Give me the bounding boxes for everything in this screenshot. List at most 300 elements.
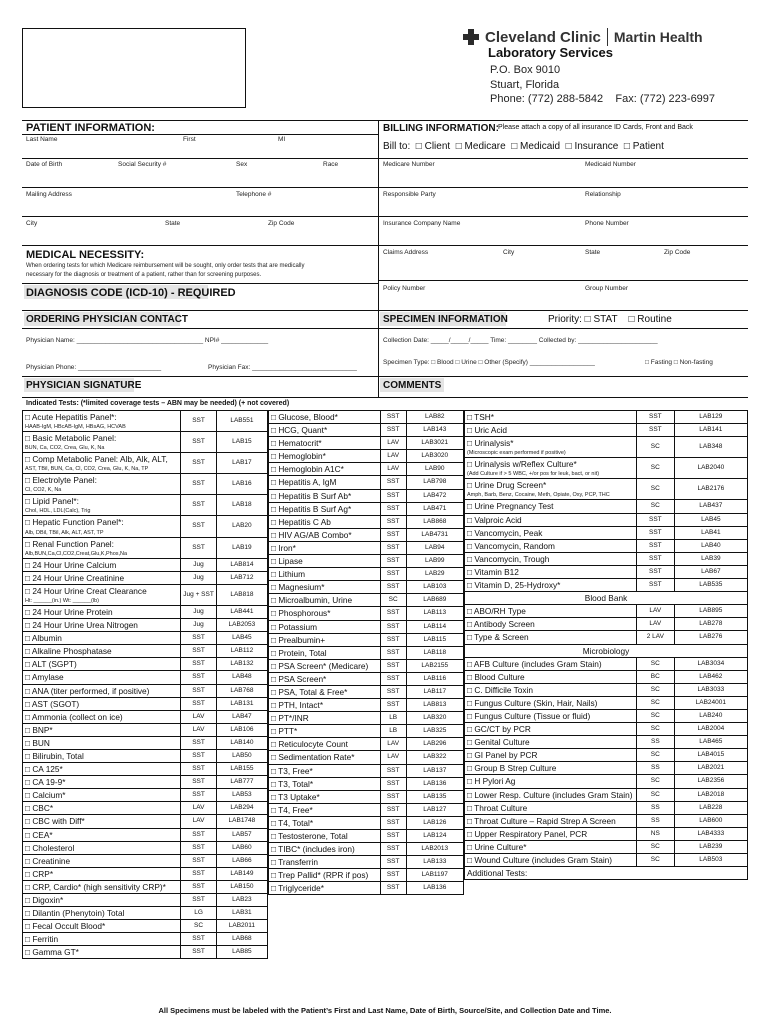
tube-type: SST <box>181 632 217 645</box>
lab-code: LAB16 <box>216 474 267 495</box>
test-name: □ T4, Free* <box>271 804 313 815</box>
lab-code: LAB31 <box>216 907 267 920</box>
test-name: □ Hemoglobin* <box>271 451 326 462</box>
test-row <box>465 552 748 565</box>
tube-type: SST <box>636 539 674 552</box>
test-name: □ PT*/INR <box>271 713 309 724</box>
test-checkbox-item[interactable] <box>465 411 637 424</box>
tube-type: SC <box>636 437 674 458</box>
test-checkbox-item[interactable] <box>23 815 181 828</box>
lab-code: LAB82 <box>406 411 463 424</box>
test-name: □ PTT* <box>271 726 298 737</box>
test-checkbox-item[interactable] <box>23 605 181 618</box>
relationship-field[interactable]: Relationship <box>585 191 621 198</box>
test-row <box>269 633 464 646</box>
test-name: □ ANA (titer performed, if positive) <box>25 685 150 696</box>
test-checkbox-item[interactable] <box>23 474 181 495</box>
medicare-number-field[interactable]: Medicare Number <box>383 161 435 168</box>
lab-code: LAB1748 <box>216 815 267 828</box>
tube-type: LB <box>380 725 406 738</box>
test-checkbox-item[interactable] <box>23 432 181 453</box>
test-checkbox-item[interactable] <box>269 751 381 764</box>
lab-code: LAB118 <box>406 646 463 659</box>
sex-field[interactable]: Sex <box>236 161 248 168</box>
bill-to-options[interactable]: Bill to: □ Client □ Medicare □ Medicaid □ Insurance □ Patient <box>383 141 664 152</box>
lab-code: LAB94 <box>406 541 463 554</box>
test-row <box>269 882 464 895</box>
test-checkbox-item[interactable] <box>269 843 381 856</box>
test-checkbox-item[interactable] <box>23 632 181 645</box>
test-checkbox-item[interactable] <box>269 672 381 685</box>
tube-type: BC <box>636 670 674 683</box>
test-name: □ Lipid Panel*: <box>25 496 79 507</box>
test-checkbox-item[interactable] <box>465 424 637 437</box>
collection-info-field[interactable]: Collection Date: _____/_____/_____ Time: ________ Collected by: ______________________ <box>383 337 658 344</box>
test-name: □ PSA Screen* (Medicare) <box>271 660 369 671</box>
test-row <box>269 515 464 528</box>
test-name: □ TIBC* (includes iron) <box>271 844 355 855</box>
tube-type: SST <box>380 882 406 895</box>
lab-code: LAB114 <box>406 620 463 633</box>
test-checkbox-item[interactable] <box>465 762 637 775</box>
tube-type: LAV <box>636 618 674 631</box>
test-name: □ Vancomycin, Trough <box>467 553 550 564</box>
lab-code: LAB4731 <box>406 528 463 541</box>
telephone-field[interactable]: Telephone # <box>236 191 272 198</box>
tube-type: LAV <box>181 802 217 815</box>
lab-code: LAB2176 <box>674 479 747 500</box>
test-checkbox-item[interactable] <box>465 552 637 565</box>
lab-code: LAB47 <box>216 710 267 723</box>
lab-code: LAB325 <box>406 725 463 738</box>
test-name: □ ALT (SGPT) <box>25 659 77 670</box>
test-checkbox-item[interactable] <box>269 712 381 725</box>
test-checkbox-item[interactable] <box>23 697 181 710</box>
test-name: □ Triglyceride* <box>271 883 324 894</box>
test-name: □ PSA Screen* <box>271 673 327 684</box>
test-checkbox-item[interactable] <box>269 555 381 568</box>
first-name-field[interactable]: First <box>183 136 196 143</box>
tube-type: SST <box>181 697 217 710</box>
test-name: □ Hepatitis A, IgM <box>271 477 337 488</box>
test-checkbox-item[interactable] <box>269 856 381 869</box>
test-checkbox-item[interactable] <box>23 789 181 802</box>
test-checkbox-item[interactable] <box>465 579 637 592</box>
tube-type: SST <box>380 489 406 502</box>
test-note: Alb, DBil, TBil, Alk, ALT, AST, TP <box>25 529 104 536</box>
tube-type: SST <box>380 803 406 816</box>
address-label-box <box>22 28 246 108</box>
tube-type: SC <box>636 709 674 722</box>
test-checkbox-item[interactable] <box>465 437 637 458</box>
test-checkbox-item[interactable] <box>269 803 381 816</box>
test-checkbox-item[interactable] <box>23 749 181 762</box>
test-row <box>269 856 464 869</box>
physician-name-field[interactable]: Physician Name: ___________________________________ NPI# _____________ <box>26 337 269 344</box>
test-checkbox-item[interactable] <box>465 801 637 814</box>
test-checkbox-item[interactable] <box>465 709 637 722</box>
test-name: □ Vitamin B12 <box>467 566 519 577</box>
test-checkbox-item[interactable] <box>465 539 637 552</box>
test-checkbox-item[interactable] <box>23 946 181 959</box>
lab-code: LAB45 <box>216 632 267 645</box>
test-name: □ CA 125* <box>25 764 63 775</box>
lab-code: LAB150 <box>216 880 267 893</box>
test-checkbox-item[interactable] <box>269 411 381 424</box>
test-checkbox-item[interactable] <box>269 463 381 476</box>
tube-type: SST <box>181 789 217 802</box>
test-row <box>23 841 268 854</box>
test-checkbox-item[interactable] <box>23 671 181 684</box>
comments-title[interactable]: COMMENTS <box>383 380 442 391</box>
test-checkbox-item[interactable] <box>465 513 637 526</box>
test-checkbox-item[interactable] <box>269 437 381 450</box>
lab-code: LAB136 <box>406 882 463 895</box>
test-name: □ Amylase <box>25 672 64 683</box>
test-row <box>465 579 748 592</box>
tube-type: SC <box>636 854 674 867</box>
test-name: □ Throat Culture – Rapid Strep A Screen <box>467 815 616 826</box>
tube-type: SS <box>636 762 674 775</box>
test-checkbox-item[interactable] <box>465 736 637 749</box>
test-checkbox-item[interactable] <box>465 479 637 500</box>
test-checkbox-item[interactable] <box>23 537 181 558</box>
test-checkbox-item[interactable] <box>269 541 381 554</box>
test-row <box>465 683 748 696</box>
test-row <box>269 450 464 463</box>
test-checkbox-item[interactable] <box>23 867 181 880</box>
test-checkbox-item[interactable] <box>465 618 637 631</box>
claims-zip-field[interactable]: Zip Code <box>664 249 691 256</box>
test-name: □ Glucose, Blood* <box>271 412 338 422</box>
test-checkbox-item[interactable] <box>23 558 181 571</box>
test-checkbox-item[interactable] <box>23 584 181 605</box>
test-checkbox-item[interactable] <box>465 723 637 736</box>
test-checkbox-item[interactable] <box>269 777 381 790</box>
test-checkbox-item[interactable] <box>269 450 381 463</box>
test-checkbox-item[interactable] <box>465 631 637 644</box>
test-checkbox-item[interactable] <box>23 658 181 671</box>
test-checkbox-item[interactable] <box>465 775 637 788</box>
test-row <box>23 736 268 749</box>
lab-code: LAB45 <box>674 513 747 526</box>
lab-code: LAB115 <box>406 633 463 646</box>
test-row <box>23 867 268 880</box>
test-checkbox-item[interactable] <box>269 738 381 751</box>
lab-code: LAB103 <box>406 581 463 594</box>
test-checkbox-item[interactable] <box>23 802 181 815</box>
test-checkbox-item[interactable] <box>465 605 637 618</box>
lab-code: LAB600 <box>674 814 747 827</box>
lab-code: LAB24001 <box>674 696 747 709</box>
lab-code: LAB296 <box>406 738 463 751</box>
tube-type: SST <box>181 516 217 537</box>
test-checkbox-item[interactable] <box>269 633 381 646</box>
test-checkbox-item[interactable] <box>269 882 381 895</box>
lab-code: LAB143 <box>406 424 463 437</box>
test-checkbox-item[interactable] <box>23 619 181 632</box>
test-name: □ Lithium <box>271 569 306 580</box>
test-checkbox-item[interactable] <box>23 841 181 854</box>
test-checkbox-item[interactable] <box>23 880 181 893</box>
test-name: □ AST (SGOT) <box>25 698 80 709</box>
lab-code: LAB777 <box>216 776 267 789</box>
test-row <box>23 828 268 841</box>
tube-type: SST <box>181 933 217 946</box>
tube-type: SST <box>380 607 406 620</box>
lab-code: LAB41 <box>674 526 747 539</box>
test-checkbox-item[interactable] <box>269 830 381 843</box>
patient-info-title: PATIENT INFORMATION: <box>26 122 155 134</box>
tube-type: SST <box>181 453 217 474</box>
lab-code: LAB155 <box>216 763 267 776</box>
city-field[interactable]: City <box>26 220 38 227</box>
lab-code: LAB40 <box>674 539 747 552</box>
tube-type: SST <box>380 502 406 515</box>
race-field[interactable]: Race <box>323 161 339 168</box>
insurance-company-field[interactable]: Insurance Company Name <box>383 220 461 227</box>
tube-type: Jug <box>181 605 217 618</box>
test-checkbox-item[interactable] <box>465 854 637 867</box>
test-checkbox-item[interactable] <box>23 920 181 933</box>
test-name: □ HIV AG/AB Combo* <box>271 529 352 540</box>
tube-type: LAV <box>636 605 674 618</box>
lab-code: LAB2013 <box>406 843 463 856</box>
claims-address-field[interactable]: Claims Address <box>383 249 429 256</box>
tube-type: Jug <box>181 558 217 571</box>
lab-code: LAB19 <box>216 537 267 558</box>
test-name: □ Valproic Acid <box>467 514 522 525</box>
test-checkbox-item[interactable] <box>269 725 381 738</box>
test-note: Alb,BUN,Ca,Cl,CO2,Creat,Glu,K,Phos,Na <box>25 550 128 557</box>
test-checkbox-item[interactable] <box>23 710 181 723</box>
test-checkbox-item[interactable] <box>269 869 381 882</box>
test-name: □ CRP, Cardio* (high sensitivity CRP)* <box>25 881 166 892</box>
test-checkbox-item[interactable] <box>23 828 181 841</box>
test-checkbox-item[interactable] <box>465 814 637 827</box>
lab-code: LAB129 <box>674 411 747 424</box>
test-note: Cl, CO2, K, Na <box>25 487 62 494</box>
tube-type: SST <box>380 856 406 869</box>
physician-phone-field[interactable]: Physician Phone: _______________________ <box>26 364 162 371</box>
test-checkbox-item[interactable] <box>23 495 181 516</box>
test-checkbox-item[interactable] <box>23 736 181 749</box>
test-checkbox-item[interactable] <box>23 723 181 736</box>
zip-field[interactable]: Zip Code <box>268 220 295 227</box>
test-checkbox-item[interactable] <box>269 424 381 437</box>
physician-fax-field[interactable]: Physician Fax: _____________________________ <box>208 364 357 371</box>
test-row <box>269 476 464 489</box>
state-field[interactable]: State <box>165 220 181 227</box>
tube-type: SST <box>380 633 406 646</box>
test-row <box>269 502 464 515</box>
test-checkbox-item[interactable] <box>465 749 637 762</box>
lab-code: LAB85 <box>216 946 267 959</box>
responsible-party-field[interactable]: Responsible Party <box>383 191 436 198</box>
test-checkbox-item[interactable] <box>269 515 381 528</box>
lab-code: LAB294 <box>216 802 267 815</box>
tube-type: LAV <box>380 463 406 476</box>
test-checkbox-item[interactable] <box>269 489 381 502</box>
tube-type: SST <box>380 476 406 489</box>
claims-state-field[interactable]: State <box>585 249 601 256</box>
test-checkbox-item[interactable] <box>269 816 381 829</box>
test-name: □ Lower Resp. Culture (includes Gram Stain) <box>467 789 633 800</box>
test-checkbox-item[interactable] <box>23 411 181 432</box>
specimen-type-options[interactable]: Specimen Type: □ Blood □ Urine □ Other (Specify) __________________ <box>383 359 595 366</box>
test-name: □ CRP* <box>25 868 54 879</box>
test-checkbox-item[interactable] <box>23 776 181 789</box>
test-name: □ Wound Culture (includes Gram Stain) <box>467 855 613 865</box>
lab-code: LAB4015 <box>674 749 747 762</box>
medicaid-number-field[interactable]: Medicaid Number <box>585 161 636 168</box>
test-row <box>23 763 268 776</box>
test-name: □ Alkaline Phosphatase <box>25 646 112 657</box>
test-row <box>23 907 268 920</box>
test-row <box>23 723 268 736</box>
tube-type: Jug <box>181 571 217 584</box>
ssn-field[interactable]: Social Security # <box>118 161 167 168</box>
test-row <box>23 516 268 537</box>
tube-type: SST <box>636 513 674 526</box>
test-checkbox-item[interactable] <box>23 571 181 584</box>
group-number-field[interactable]: Group Number <box>585 285 628 292</box>
last-name-field[interactable]: Last Name <box>26 136 58 143</box>
test-checkbox-item[interactable] <box>465 500 637 513</box>
tube-type: SC <box>181 920 217 933</box>
test-checkbox-item[interactable] <box>465 526 637 539</box>
po-box: P.O. Box 9010 <box>490 64 561 76</box>
test-checkbox-item[interactable] <box>269 502 381 515</box>
tube-type: SST <box>181 411 217 432</box>
lab-code: LAB3033 <box>674 683 747 696</box>
test-row <box>465 437 748 458</box>
test-checkbox-item[interactable] <box>269 476 381 489</box>
tube-type: SST <box>181 749 217 762</box>
test-checkbox-item[interactable] <box>23 453 181 474</box>
fasting-options[interactable]: □ Fasting □ Non-fasting <box>645 359 713 366</box>
test-row <box>465 867 748 880</box>
test-name: □ 24 Hour Urine Urea Nitrogen <box>25 620 138 631</box>
test-checkbox-item[interactable] <box>465 696 637 709</box>
lab-code: LAB240 <box>674 709 747 722</box>
test-row <box>269 659 464 672</box>
test-row <box>269 568 464 581</box>
section-header: Microbiology <box>465 644 748 657</box>
test-checkbox-item[interactable] <box>465 840 637 853</box>
lab-code: LAB23 <box>216 894 267 907</box>
test-name: □ Group B Strep Culture <box>467 763 557 774</box>
test-checkbox-item[interactable] <box>269 528 381 541</box>
test-note: (Add Culture if > 5 WBC, +/or pos for leuk, bact, or nit) <box>467 471 600 478</box>
test-checkbox-item[interactable] <box>465 670 637 683</box>
test-checkbox-item[interactable] <box>23 854 181 867</box>
test-checkbox-item[interactable] <box>465 458 637 479</box>
test-checkbox-item[interactable] <box>269 646 381 659</box>
test-checkbox-item[interactable] <box>465 788 637 801</box>
test-row <box>465 458 748 479</box>
policy-number-field[interactable]: Policy Number <box>383 285 426 292</box>
test-checkbox-item[interactable] <box>269 568 381 581</box>
test-row <box>23 605 268 618</box>
test-checkbox-item[interactable] <box>23 516 181 537</box>
test-checkbox-item[interactable] <box>465 657 637 670</box>
test-checkbox-item[interactable] <box>23 645 181 658</box>
tube-type: SST <box>181 684 217 697</box>
test-checkbox-item[interactable] <box>269 790 381 803</box>
priority-options[interactable]: Priority: □ STAT □ Routine <box>548 314 672 325</box>
tube-type: Jug <box>181 619 217 632</box>
test-checkbox-item[interactable] <box>23 894 181 907</box>
test-checkbox-item[interactable] <box>269 685 381 698</box>
tube-type: SC <box>636 749 674 762</box>
test-checkbox-item[interactable] <box>269 659 381 672</box>
test-name: □ Cholesterol <box>25 842 75 853</box>
test-name: □ GC/CT by PCR <box>467 724 531 735</box>
test-checkbox-item[interactable] <box>269 607 381 620</box>
test-name: □ Upper Respiratory Panel, PCR <box>467 828 588 839</box>
test-checkbox-item[interactable] <box>465 827 637 840</box>
test-checkbox-item[interactable] <box>23 907 181 920</box>
test-row <box>465 479 748 500</box>
test-name: □ Gamma GT* <box>25 947 79 958</box>
lab-code: LAB689 <box>406 594 463 607</box>
physician-signature-title[interactable]: PHYSICIAN SIGNATURE <box>26 380 142 391</box>
test-row <box>269 672 464 685</box>
test-row <box>465 631 748 644</box>
lab-code: LAB551 <box>216 411 267 432</box>
test-checkbox-item[interactable] <box>465 683 637 696</box>
phone-number-field[interactable]: Phone Number <box>585 220 629 227</box>
test-row <box>269 790 464 803</box>
test-checkbox-item[interactable] <box>269 594 381 607</box>
test-row <box>465 736 748 749</box>
claims-city-field[interactable]: City <box>503 249 515 256</box>
tube-type: SC <box>636 696 674 709</box>
diagnosis-code-title: DIAGNOSIS CODE (ICD-10) - REQUIRED <box>26 287 236 299</box>
test-checkbox-item[interactable] <box>269 581 381 594</box>
lab-code: LAB133 <box>406 856 463 869</box>
test-row <box>23 749 268 762</box>
test-checkbox-item[interactable] <box>23 684 181 697</box>
medical-necessity-title: MEDICAL NECESSITY: <box>26 249 145 261</box>
lab-code: LAB2155 <box>406 659 463 672</box>
dob-field[interactable]: Date of Birth <box>26 161 63 168</box>
test-checkbox-item[interactable] <box>23 763 181 776</box>
test-row <box>465 592 748 605</box>
test-checkbox-item[interactable] <box>465 565 637 578</box>
lab-code: LAB29 <box>406 568 463 581</box>
test-row <box>269 830 464 843</box>
lab-code: LAB276 <box>674 631 747 644</box>
test-checkbox-item[interactable] <box>23 933 181 946</box>
lab-code: LAB503 <box>674 854 747 867</box>
mailing-address-field[interactable]: Mailing Address <box>26 191 72 198</box>
tube-type: LAV <box>380 738 406 751</box>
brand-name: Cleveland Clinic <box>485 28 601 46</box>
test-checkbox-item[interactable] <box>269 764 381 777</box>
test-name: □ Type & Screen <box>467 632 529 643</box>
tube-type: LG <box>181 907 217 920</box>
test-name: □ AFB Culture (includes Gram Stain) <box>467 658 602 669</box>
test-checkbox-item[interactable] <box>269 699 381 712</box>
tube-type: SST <box>380 699 406 712</box>
test-checkbox-item[interactable] <box>269 620 381 633</box>
tube-type: SST <box>181 495 217 516</box>
mi-field[interactable]: MI <box>278 136 286 143</box>
lab-code: LAB768 <box>216 684 267 697</box>
test-name: □ Urine Pregnancy Test <box>467 501 554 512</box>
